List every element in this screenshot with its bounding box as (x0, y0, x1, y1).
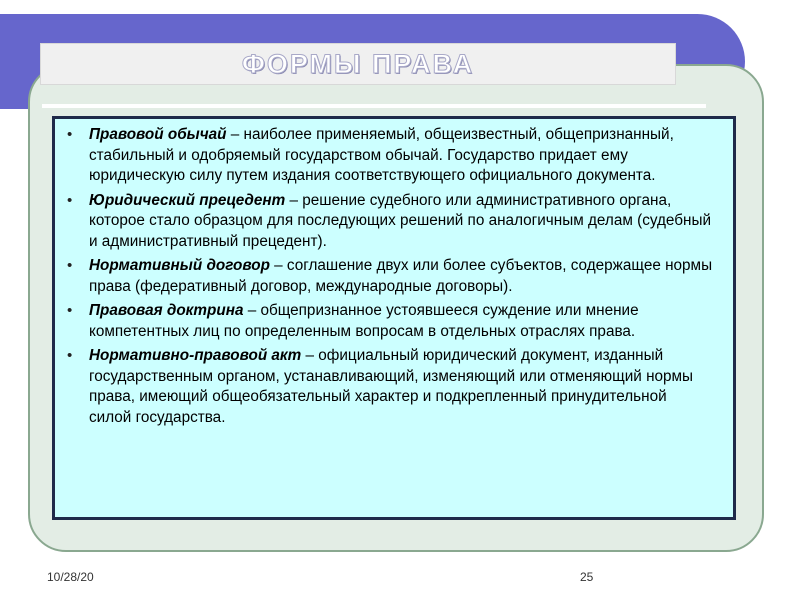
item-term: Нормативно-правовой акт (89, 347, 302, 364)
divider-line (42, 104, 706, 108)
item-term: Нормативный договор (89, 257, 270, 274)
list-item (67, 346, 713, 428)
list-item (67, 256, 713, 297)
bullet-icon: • (67, 126, 73, 143)
item-term: Правовая доктрина (89, 302, 244, 319)
item-term: Юридический прецедент (89, 191, 286, 209)
page-number: 25 (580, 570, 594, 584)
item-text: – соглашение двух или более субъектов, содержащее нормы права (федеративный договор, международные договоры). (89, 257, 713, 295)
title-box (40, 43, 676, 85)
bullet-icon: • (67, 347, 73, 364)
bullet-icon: • (67, 257, 73, 274)
bullet-icon: • (67, 302, 73, 319)
slide-title: ФОРМЫ ПРАВА (241, 48, 475, 79)
item-term: Правовой обычай (89, 126, 227, 143)
bullet-icon: • (67, 191, 73, 209)
list-item (67, 301, 713, 342)
item-text: – общепризнанное устоявшееся суждение или мнение компетентных лиц по определенным вопросам в отдельных отраслях права. (89, 302, 639, 340)
content-box (52, 116, 736, 520)
list-item (67, 191, 713, 253)
footer-date: 10/28/20 (47, 570, 94, 584)
item-text: – наиболее применяемый, общеизвестный, общепризнанный, стабильный и одобряемый государством обычай. Государство придает ему юридическую силу путем издания соответствующего официального документа. (89, 126, 674, 184)
list-item (67, 125, 713, 187)
item-text: – официальный юридический документ, изданный государственным органом, устанавливающий, изменяющий или отменяющий нормы права, имеющий общеобязательный характер и подкрепленный принудительной силой государства. (89, 347, 694, 426)
item-text: – решение судебного или административного органа, которое стало образцом для последующих решений по аналогичным делам (судебный и административный прецедент). (89, 191, 711, 250)
